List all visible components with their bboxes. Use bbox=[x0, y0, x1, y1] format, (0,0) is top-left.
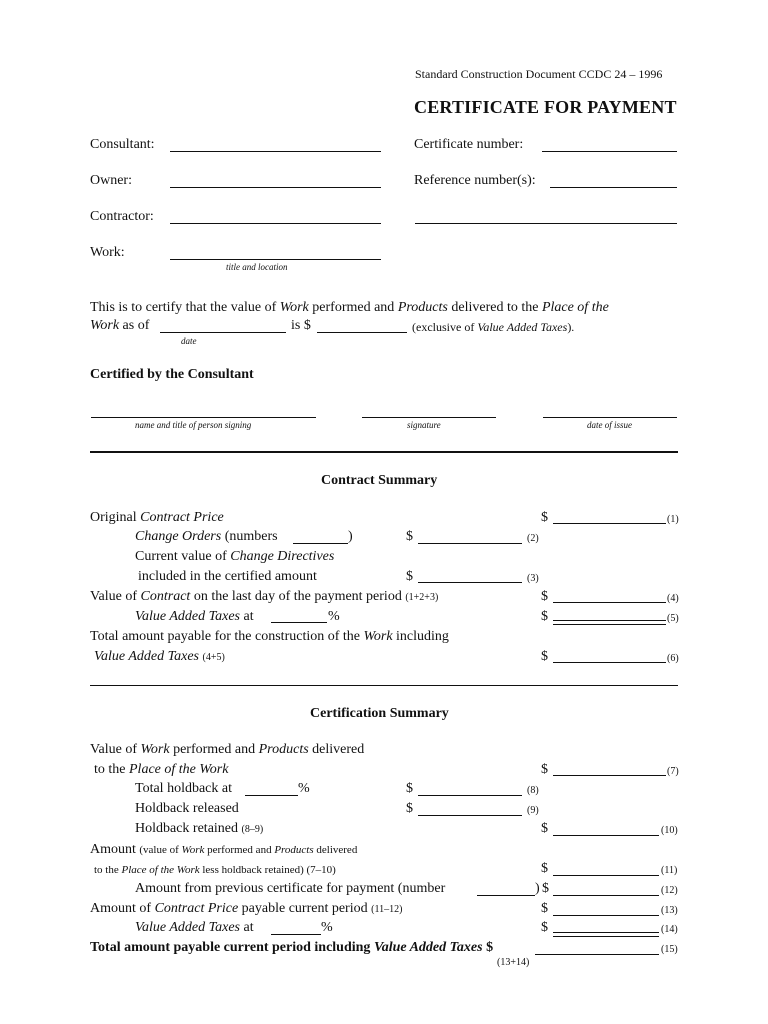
reference-numbers-label: Reference number(s): bbox=[414, 173, 536, 188]
amount-field-2[interactable] bbox=[418, 543, 522, 544]
dollar-12: $ bbox=[542, 881, 549, 896]
date-of-issue-caption: date of issue bbox=[587, 420, 632, 430]
line-number-15: (15) bbox=[661, 944, 678, 955]
cert-a6b: (value of bbox=[139, 844, 182, 856]
cert-a9a: Amount of bbox=[90, 901, 155, 916]
cs-r7a: Value Added Taxes bbox=[94, 649, 199, 664]
line-number-12: (12) bbox=[661, 885, 678, 896]
certification-summary-heading: Certification Summary bbox=[310, 706, 449, 721]
total-payable-construction-label bbox=[90, 630, 449, 644]
cs-r5a: Value Added Taxes bbox=[135, 609, 240, 624]
certify-work-2: Work bbox=[90, 318, 120, 333]
cert-a11c: $ bbox=[482, 940, 494, 955]
amount-field-14-rule bbox=[553, 936, 659, 937]
certify-place: Place of the bbox=[541, 300, 609, 315]
certify-excl-text: (exclusive of bbox=[412, 320, 478, 334]
cert-a10a: Value Added Taxes bbox=[135, 920, 240, 935]
holdback-released-label: Holdback released bbox=[135, 801, 239, 816]
line-number-13: (13) bbox=[661, 905, 678, 916]
cert-a5n: (8–9) bbox=[241, 824, 264, 835]
cs-r4c: on the last day of the payment period bbox=[190, 589, 402, 604]
amount-value-label bbox=[90, 843, 357, 857]
contractor-field[interactable] bbox=[170, 223, 381, 224]
document-reference: Standard Construction Document CCDC 24 – 1996 bbox=[415, 67, 663, 81]
cert-a6f: delivered bbox=[313, 844, 358, 856]
dollar-14: $ bbox=[541, 920, 548, 935]
certificate-number-label: Certificate number: bbox=[414, 137, 524, 152]
cert-a6d: performed and bbox=[204, 844, 275, 856]
cert-a9b: Contract Price bbox=[154, 901, 239, 916]
contract-price-current-label bbox=[90, 902, 402, 916]
title-location-caption: title and location bbox=[226, 262, 288, 272]
certify-text-b: performed and bbox=[308, 300, 398, 315]
dollar-13: $ bbox=[541, 901, 548, 916]
value-of-contract-label bbox=[90, 590, 438, 604]
consultant-field[interactable] bbox=[170, 151, 381, 152]
holdback-percent: % bbox=[298, 781, 310, 796]
original-contract-price-label bbox=[90, 511, 224, 525]
line-number-8: (8) bbox=[527, 785, 539, 796]
cert-a10b: at bbox=[240, 920, 254, 935]
cert-a5: Holdback retained bbox=[135, 821, 239, 836]
vat-at-label bbox=[135, 610, 254, 624]
cs-r7n: (4+5) bbox=[202, 652, 225, 663]
name-title-field[interactable] bbox=[91, 417, 316, 418]
certificate-number-field[interactable] bbox=[542, 151, 677, 152]
dollar-5: $ bbox=[541, 609, 548, 624]
reference-numbers-field-2[interactable] bbox=[415, 223, 677, 224]
line-number-5: (5) bbox=[667, 613, 679, 624]
consultant-label: Consultant: bbox=[90, 137, 155, 152]
vat-current-rate-field[interactable] bbox=[271, 934, 321, 935]
cs-r4b: Contract bbox=[140, 589, 191, 604]
amount-field-15[interactable] bbox=[535, 954, 659, 955]
certify-line-1 bbox=[90, 301, 609, 315]
change-directives-label bbox=[135, 550, 334, 564]
amount-field-5-rule bbox=[553, 624, 666, 625]
dollar-7: $ bbox=[541, 762, 548, 777]
vat-percent: % bbox=[328, 609, 340, 624]
less-holdback-label bbox=[94, 865, 336, 876]
cert-a2a: to the bbox=[94, 762, 129, 777]
amount-field-12[interactable] bbox=[553, 895, 659, 896]
cs-r5b: at bbox=[240, 609, 254, 624]
dollar-9: $ bbox=[406, 801, 413, 816]
page-title: CERTIFICATE FOR PAYMENT bbox=[414, 97, 677, 117]
cs-r2a: Change Orders bbox=[135, 529, 222, 544]
amount-field-13[interactable] bbox=[553, 915, 659, 916]
name-title-caption: name and title of person signing bbox=[135, 420, 252, 430]
previous-certificate-paren: ) bbox=[535, 881, 540, 896]
dollar-2: $ bbox=[406, 529, 413, 544]
amount-field-4[interactable] bbox=[553, 602, 666, 603]
amount-field-8[interactable] bbox=[418, 795, 522, 796]
dollar-8: $ bbox=[406, 781, 413, 796]
dollar-6: $ bbox=[541, 649, 548, 664]
to-place-of-work-label bbox=[94, 763, 228, 777]
certify-as-of: as of bbox=[119, 318, 150, 333]
certify-date-field[interactable] bbox=[160, 332, 286, 333]
work-field[interactable] bbox=[170, 259, 381, 260]
signature-caption: signature bbox=[407, 420, 441, 430]
change-orders-paren: ) bbox=[348, 529, 353, 544]
work-label: Work: bbox=[90, 245, 125, 260]
certified-by-heading: Certified by the Consultant bbox=[90, 367, 254, 382]
amount-field-11[interactable] bbox=[553, 875, 659, 876]
owner-label: Owner: bbox=[90, 173, 132, 188]
cs-r4a: Value of bbox=[90, 589, 141, 604]
cs-r6c: including bbox=[392, 629, 449, 644]
cert-a7a: to the bbox=[94, 864, 122, 876]
dollar-11: $ bbox=[541, 861, 548, 876]
cert-a1b: Work bbox=[140, 742, 170, 757]
contractor-label: Contractor: bbox=[90, 209, 154, 224]
certify-text-c: delivered to the bbox=[447, 300, 542, 315]
amount-field-14[interactable] bbox=[553, 932, 659, 933]
dollar-1: $ bbox=[541, 510, 548, 525]
line-number-10: (10) bbox=[661, 825, 678, 836]
cs-r4n: (1+2+3) bbox=[405, 592, 439, 603]
certify-amount-field[interactable] bbox=[317, 332, 407, 333]
total-formula: (13+14) bbox=[497, 957, 530, 968]
certify-exclusive bbox=[412, 321, 574, 333]
amount-field-6[interactable] bbox=[553, 662, 666, 663]
dollar-4: $ bbox=[541, 589, 548, 604]
change-orders-label bbox=[135, 530, 278, 544]
line-number-1: (1) bbox=[667, 514, 679, 525]
holdback-rate-field[interactable] bbox=[245, 795, 298, 796]
dollar-10: $ bbox=[541, 821, 548, 836]
certify-date-caption: date bbox=[181, 336, 197, 346]
change-orders-numbers-field[interactable] bbox=[293, 543, 348, 544]
cert-a11a: Total amount payable current period including bbox=[90, 940, 374, 955]
cs-r6a: Total amount payable for the construction of the bbox=[90, 629, 364, 644]
amount-field-3[interactable] bbox=[418, 582, 522, 583]
cs-r3b: Change Directives bbox=[230, 549, 335, 564]
amount-field-10[interactable] bbox=[553, 835, 659, 836]
cert-a1c: performed and bbox=[169, 742, 259, 757]
cs-r3a: Current value of bbox=[135, 549, 231, 564]
total-payable-current-label bbox=[90, 941, 493, 955]
cert-a6c: Work bbox=[181, 844, 205, 856]
vat-current-percent: % bbox=[321, 920, 333, 935]
certify-close: ). bbox=[567, 320, 575, 334]
line-number-9: (9) bbox=[527, 805, 539, 816]
signature-field[interactable] bbox=[362, 417, 496, 418]
vat-current-label bbox=[135, 921, 254, 935]
line-number-4: (4) bbox=[667, 593, 679, 604]
cert-a9n: (11–12) bbox=[371, 904, 403, 915]
line-number-6: (6) bbox=[667, 653, 679, 664]
holdback-retained-label bbox=[135, 822, 263, 836]
amount-field-5[interactable] bbox=[553, 620, 666, 621]
date-of-issue-field[interactable] bbox=[543, 417, 677, 418]
amount-field-7[interactable] bbox=[553, 775, 666, 776]
cs-r2b: (numbers bbox=[221, 529, 278, 544]
section-divider-thick bbox=[90, 451, 678, 453]
vat-rate-field[interactable] bbox=[271, 622, 327, 623]
cert-a9c: payable current period bbox=[238, 901, 368, 916]
line-number-7: (7) bbox=[667, 766, 679, 777]
previous-certificate-label: Amount from previous certificate for payment (number bbox=[135, 881, 446, 896]
line-number-14: (14) bbox=[661, 924, 678, 935]
contract-summary-heading: Contract Summary bbox=[321, 473, 438, 488]
cert-a7b: Place of the Work bbox=[121, 864, 200, 876]
cert-a1a: Value of bbox=[90, 742, 141, 757]
amount-field-1[interactable] bbox=[553, 523, 666, 524]
line-number-3: (3) bbox=[527, 573, 539, 584]
certify-vat: Value Added Taxes bbox=[477, 320, 568, 334]
certify-products: Products bbox=[397, 300, 448, 315]
included-certified-label: included in the certified amount bbox=[138, 569, 317, 584]
cert-a1d: Products bbox=[258, 742, 309, 757]
dollar-3: $ bbox=[406, 569, 413, 584]
cs-r1b: Contract Price bbox=[140, 510, 224, 525]
cs-r6b: Work bbox=[363, 629, 393, 644]
reference-numbers-field[interactable] bbox=[550, 187, 677, 188]
certify-line-2 bbox=[90, 319, 149, 333]
line-number-2: (2) bbox=[527, 533, 539, 544]
cs-r1a: Original bbox=[90, 510, 141, 525]
owner-field[interactable] bbox=[170, 187, 381, 188]
value-work-performed-label bbox=[90, 743, 364, 757]
certify-is: is $ bbox=[291, 318, 311, 333]
amount-field-9[interactable] bbox=[418, 815, 522, 816]
section-divider bbox=[90, 685, 678, 686]
cert-a1e: delivered bbox=[308, 742, 365, 757]
line-number-11: (11) bbox=[661, 865, 678, 876]
cert-a11b: Value Added Taxes bbox=[373, 940, 483, 955]
cert-a6a: Amount bbox=[90, 842, 140, 857]
vat-total-label bbox=[94, 650, 225, 664]
cert-a2b: Place of the Work bbox=[129, 762, 229, 777]
previous-certificate-number-field[interactable] bbox=[477, 895, 535, 896]
cert-a7c: less holdback retained) (7–10) bbox=[199, 864, 336, 876]
certify-work: Work bbox=[279, 300, 309, 315]
certify-text-a: This is to certify that the value of bbox=[90, 300, 280, 315]
cert-a6e: Products bbox=[274, 844, 314, 856]
total-holdback-label: Total holdback at bbox=[135, 781, 232, 796]
